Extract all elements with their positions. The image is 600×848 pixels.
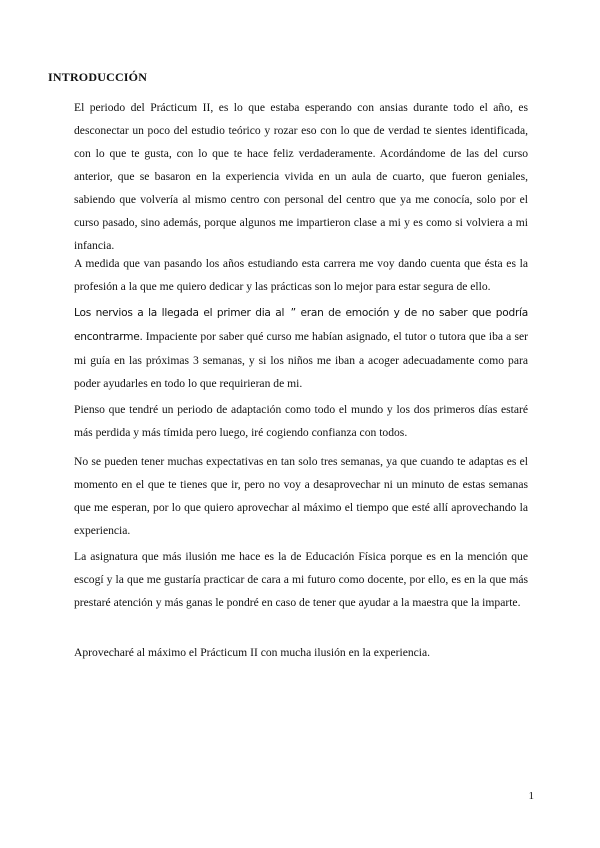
page-number: 1 [528,790,534,802]
paragraph-3-start: Los nervios a la llegada el primer dia al [74,307,285,319]
paragraph-3-after-redaction: ” eran de emoción y de no saber que podría encontrarme. [74,307,528,343]
paragraph-1: El periodo del Prácticum II, es lo que estaba esperando con ansias durante todo el año, es desconectar un poco del estudio teórico y rozar eso con lo que de verdad te sientes identificada, con lo que te gusta, con lo que te hace feliz verdaderamente. Acordándome de las del curso anterior, que se basaron en la experiencia vivida en un aula de cuarto, que fueron geniales, sabiendo que volvería al mismo centro con personal del centro que ya me conocía, solo por el curso pasado, sino además, porque algunos me impartieron clase a mi y es como si volviera a mi infancia. [74,101,528,252]
paragraph-7: Aprovecharé al máximo el Prácticum II con mucha ilusión en la experiencia. [74,646,431,659]
paragraph-2: A medida que van pasando los años estudiando esta carrera me voy dando cuenta que ésta es la profesión a la que me quiero dedicar y las prácticas son lo mejor para estar segura de ello. [74,257,528,293]
paragraph-3-rest: Impaciente por saber qué curso me habían asignado, el tutor o tutora que iba a ser mi guía en las próximas 3 semanas, y si los niños me iban a acoger adecuadamente como para poder ayudarles en todo lo que requirieran de mi. [74,330,528,390]
paragraph-6: La asignatura que más ilusión me hace es la de Educación Física porque es en la mención que escogí y la que me gustaría practicar de cara a mi futuro como docente, por ello, es en la que más prestaré atención y más ganas le pondré en caso de tener que ayudar a la maestra que la imparte. [74,550,528,609]
paragraph-5: No se pueden tener muchas expectativas en tan solo tres semanas, ya que cuando te adaptas es el momento en el que te tienes que ir, pero no voy a desaprovechar ni un minuto de estas semanas que me esperan, por lo que quiero aprovechar al máximo el tiempo que esté allí aprovechando la experiencia. [74,455,528,537]
section-heading: INTRODUCCIÓN [48,70,148,84]
paragraph-3 [74,301,528,395]
paragraph-4: Pienso que tendré un periodo de adaptación como todo el mundo y los dos primeros días estaré más perdida y más tímida pero luego, iré cogiendo confianza con todos. [74,403,528,439]
